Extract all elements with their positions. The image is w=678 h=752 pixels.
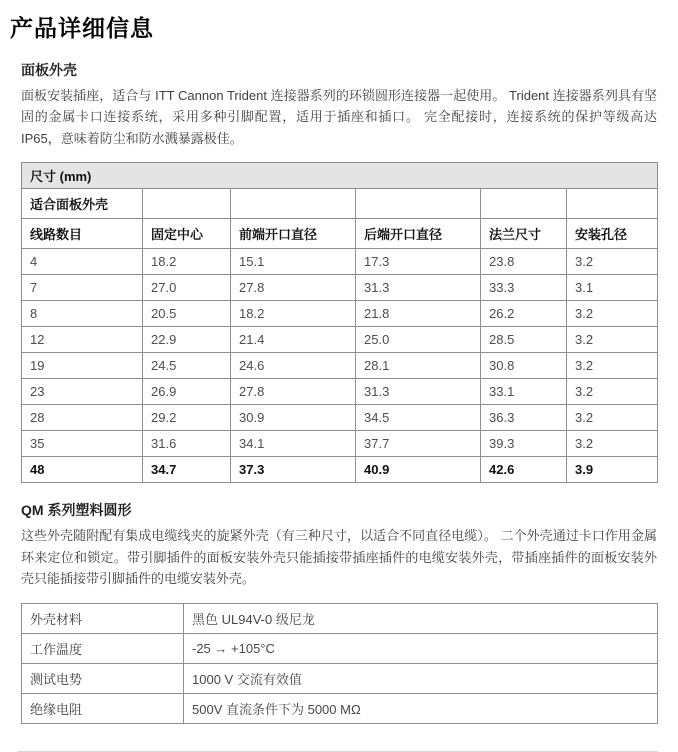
table-cell: 26.9 — [143, 379, 231, 405]
table-cell: 20.5 — [143, 301, 231, 327]
empty-cell — [143, 189, 231, 219]
table-cell: 8 — [22, 301, 143, 327]
table-cell: 19 — [22, 353, 143, 379]
dimensions-table — [21, 162, 658, 483]
table-cell: 31.6 — [143, 431, 231, 457]
table-cell: 18.2 — [143, 249, 231, 275]
table-cell: 25.0 — [356, 327, 481, 353]
table-cell: 3.2 — [567, 431, 658, 457]
table-cell: 40.9 — [356, 457, 481, 483]
table-cell: 21.8 — [356, 301, 481, 327]
table-cell: 33.1 — [481, 379, 567, 405]
table-cell: 18.2 — [231, 301, 356, 327]
table-cell: 3.2 — [567, 353, 658, 379]
table-cell: 4 — [22, 249, 143, 275]
table-row — [22, 301, 658, 327]
table-cell: 21.4 — [231, 327, 356, 353]
table-cell: 34.7 — [143, 457, 231, 483]
table-cell: 3.2 — [567, 405, 658, 431]
spec-value: -25 → +105°C — [184, 633, 658, 663]
table-row — [22, 353, 658, 379]
table-cell: 3.1 — [567, 275, 658, 301]
table-row — [22, 405, 658, 431]
spec-value: 500V 直流条件下为 5000 MΩ — [184, 693, 658, 723]
table-cell: 48 — [22, 457, 143, 483]
table-cell: 28 — [22, 405, 143, 431]
table-cell: 29.2 — [143, 405, 231, 431]
dimensions-rows — [22, 249, 658, 483]
table-cell: 31.3 — [356, 379, 481, 405]
dimensions-table-subheader: 适合面板外壳 — [22, 189, 143, 219]
table-cell: 35 — [22, 431, 143, 457]
table-cell: 24.6 — [231, 353, 356, 379]
table-cell: 26.2 — [481, 301, 567, 327]
table-cell: 24.5 — [143, 353, 231, 379]
table-cell: 23 — [22, 379, 143, 405]
table-cell: 22.9 — [143, 327, 231, 353]
section-heading-qm-series: QM 系列塑料圆形 — [21, 502, 132, 519]
table-cell: 42.6 — [481, 457, 567, 483]
empty-cell — [231, 189, 356, 219]
table-cell: 28.5 — [481, 327, 567, 353]
spec-row — [22, 603, 658, 633]
table-cell: 31.3 — [356, 275, 481, 301]
table-cell: 33.3 — [481, 275, 567, 301]
panel-housing-description: 面板安装插座，适合与 ITT Cannon Trident 连接器系列的环锁圆形连接器一起使用。 Trident 连接器系列具有坚固的金属卡口连接系统，采用多种引脚配置，适用于插座和插口。 完全配接时，连接系统的保护等级高达 IP65，意味着防尘和防水溅暴露极佳。 — [21, 88, 657, 146]
column-header: 线路数目 — [22, 219, 143, 249]
table-cell: 37.3 — [231, 457, 356, 483]
table-cell: 23.8 — [481, 249, 567, 275]
table-row — [22, 249, 658, 275]
spec-label: 工作温度 — [22, 633, 184, 663]
table-row — [22, 431, 658, 457]
dimensions-table-header-row — [22, 219, 658, 249]
table-cell: 30.8 — [481, 353, 567, 379]
empty-cell — [356, 189, 481, 219]
dimensions-table-subheader-row — [22, 189, 658, 219]
table-cell: 3.2 — [567, 249, 658, 275]
qm-series-description: 这些外壳随附配有集成电缆线夹的旋紧外壳（有三种尺寸，以适合不同直径电缆）。 二个外壳通过卡口作用金属环来定位和锁定。带引脚插件的面板安装外壳只能插接带插座插件的电缆安装外壳，带插座插件的面板安装外壳只能插接带引脚插件的电缆安装外壳。 — [21, 528, 657, 587]
table-cell: 36.3 — [481, 405, 567, 431]
table-row — [22, 457, 658, 483]
column-header: 固定中心 — [143, 219, 231, 249]
table-cell: 27.0 — [143, 275, 231, 301]
table-row — [22, 327, 658, 353]
table-row — [22, 379, 658, 405]
spec-row — [22, 633, 658, 663]
dimensions-table-title-row — [22, 163, 658, 189]
section-heading-panel-housing: 面板外壳 — [21, 62, 77, 78]
dimensions-table-title: 尺寸 (mm) — [22, 163, 658, 189]
spec-value: 黑色 UL94V-0 级尼龙 — [184, 603, 658, 633]
column-header: 法兰尺寸 — [481, 219, 567, 249]
table-cell: 28.1 — [356, 353, 481, 379]
table-cell: 3.2 — [567, 327, 658, 353]
specs-table — [21, 603, 658, 724]
content-area — [21, 60, 657, 752]
table-cell: 3.2 — [567, 301, 658, 327]
table-cell: 34.5 — [356, 405, 481, 431]
column-header: 后端开口直径 — [356, 219, 481, 249]
spec-row — [22, 693, 658, 723]
table-cell: 3.9 — [567, 457, 658, 483]
table-cell: 37.7 — [356, 431, 481, 457]
table-cell: 27.8 — [231, 379, 356, 405]
table-cell: 7 — [22, 275, 143, 301]
spec-label: 测试电势 — [22, 663, 184, 693]
empty-cell — [481, 189, 567, 219]
page-title: 产品详细信息 — [10, 15, 154, 41]
empty-cell — [567, 189, 658, 219]
spec-label: 外壳材料 — [22, 603, 184, 633]
spec-label: 绝缘电阻 — [22, 693, 184, 723]
table-row — [22, 275, 658, 301]
spec-value: 1000 V 交流有效值 — [184, 663, 658, 693]
table-cell: 27.8 — [231, 275, 356, 301]
bottom-divider — [18, 751, 658, 752]
table-cell: 34.1 — [231, 431, 356, 457]
table-cell: 3.2 — [567, 379, 658, 405]
table-cell: 30.9 — [231, 405, 356, 431]
table-cell: 15.1 — [231, 249, 356, 275]
column-header: 前端开口直径 — [231, 219, 356, 249]
table-cell: 39.3 — [481, 431, 567, 457]
spec-row — [22, 663, 658, 693]
specs-rows — [22, 603, 658, 723]
column-header: 安装孔径 — [567, 219, 658, 249]
table-cell: 12 — [22, 327, 143, 353]
table-cell: 17.3 — [356, 249, 481, 275]
